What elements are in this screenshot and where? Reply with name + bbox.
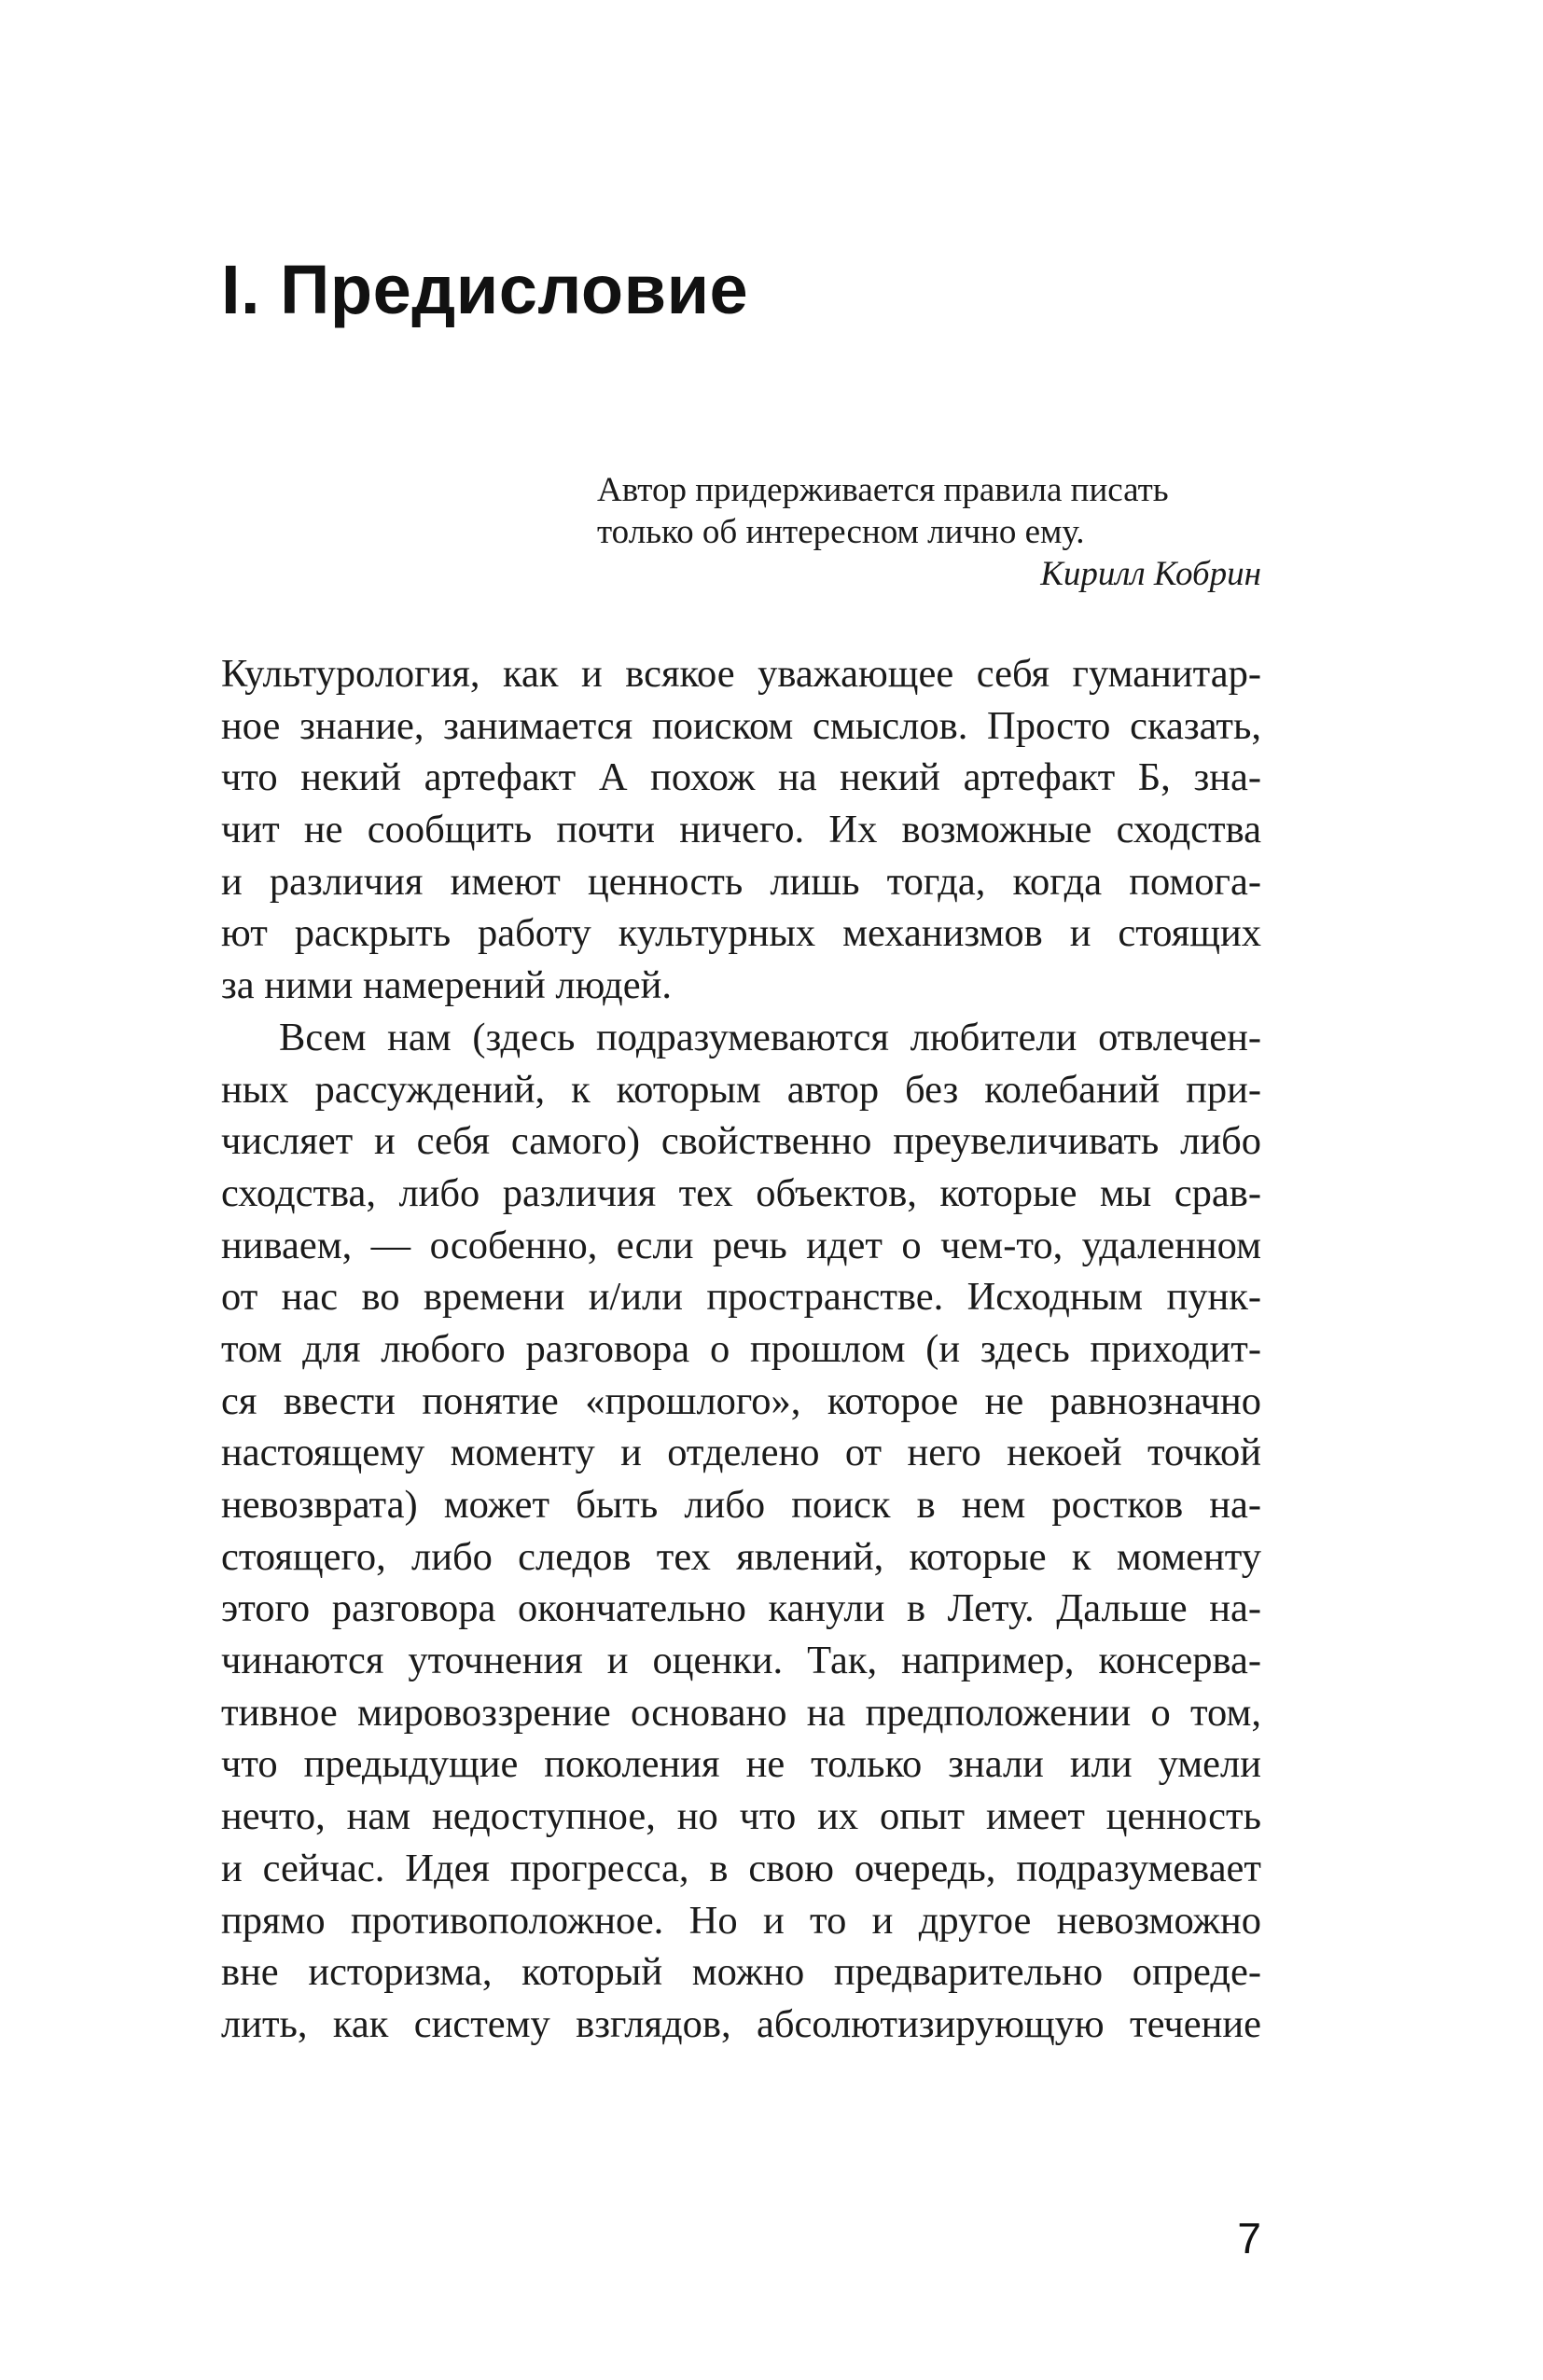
text-line: чит не сообщить почти ничего. Их возможные сходства — [221, 808, 1261, 852]
text-line: лить, как систему взглядов, абсолютизирующую течение — [221, 2001, 1261, 2046]
text-line: что предыдущие поколения не только знали или умели — [221, 1742, 1261, 1787]
paragraph-1 — [221, 648, 1261, 1012]
text-line: за ними намерений людей. — [221, 963, 673, 1008]
text-line: от нас во времени и/или пространстве. Исходным пунк- — [221, 1275, 1261, 1320]
text-line: ных рассуждений, к которым автор без колебаний при- — [221, 1067, 1261, 1112]
text-line: тивное мировоззрение основано на предположении о том, — [221, 1690, 1261, 1735]
epigraph-author: Кирилл Кобрин — [1040, 555, 1261, 593]
text-line: Всем нам (здесь подразумеваются любители отвлечен- — [279, 1015, 1261, 1059]
text-line: ют раскрыть работу культурных механизмов и стоящих — [221, 911, 1261, 956]
text-line: Культурология, как и всякое уважающее себя гуманитар- — [221, 652, 1261, 696]
text-line: чинаются уточнения и оценки. Так, например, консерва- — [221, 1639, 1261, 1683]
text-line: том для любого разговора о прошлом (и здесь приходит- — [221, 1326, 1261, 1371]
text-line: числяет и себя самого) свойственно преувеличивать либо — [221, 1119, 1261, 1164]
text-line: стоящего, либо следов тех явлений, которые к моменту — [221, 1534, 1261, 1579]
epigraph-line: только об интересном лично ему. — [597, 513, 1085, 551]
text-line: и различия имеют ценность лишь тогда, когда помога- — [221, 859, 1261, 904]
page-number: 7 — [1237, 2214, 1261, 2262]
text-line: невозврата) может быть либо поиск в нем ростков на- — [221, 1483, 1261, 1527]
chapter-title: I. Предисловие — [221, 251, 749, 328]
text-line: настоящему моменту и отделено от него некоей точкой — [221, 1431, 1261, 1475]
text-line: что некий артефакт А похож на некий артефакт Б, зна- — [221, 755, 1261, 800]
text-line: ное знание, занимается поиском смыслов. Просто сказать, — [221, 703, 1261, 748]
text-line: и сейчас. Идея прогресса, в свою очередь, подразумевает — [221, 1846, 1261, 1890]
text-line: ся ввести понятие «прошлого», которое не равнозначно — [221, 1378, 1261, 1423]
text-line: вне историзма, который можно предварительно опреде- — [221, 1950, 1261, 1995]
text-line: прямо противоположное. Но и то и другое невозможно — [221, 1898, 1261, 1943]
epigraph — [597, 469, 1261, 595]
body-text — [221, 648, 1261, 2051]
text-line: этого разговора окончательно канули в Лету. Дальше на- — [221, 1586, 1261, 1631]
text-line: нечто, нам недоступное, но что их опыт имеет ценность — [221, 1794, 1261, 1839]
text-line: сходства, либо различия тех объектов, которые мы срав- — [221, 1170, 1261, 1215]
paragraph-2 — [221, 1012, 1261, 2051]
epigraph-line: Автор придерживается правила писать — [597, 471, 1169, 509]
text-line: ниваем, — особенно, если речь идет о чем-то, удаленном — [221, 1223, 1261, 1267]
